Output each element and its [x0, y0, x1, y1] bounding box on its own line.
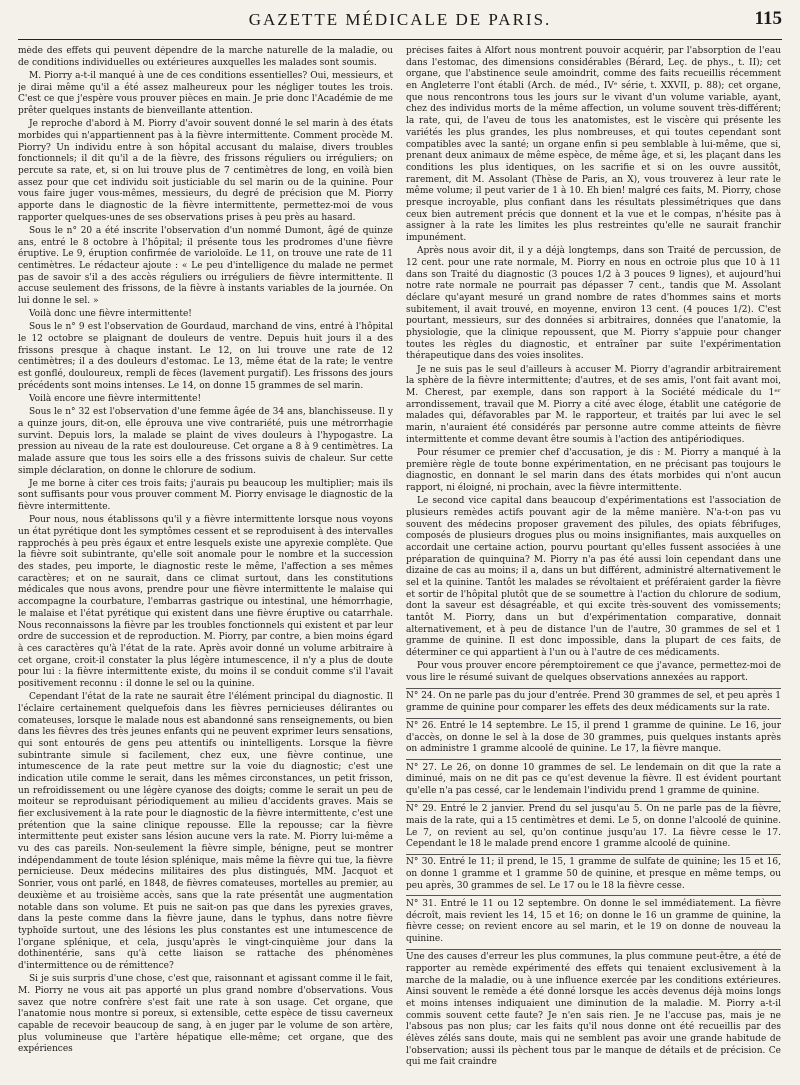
paragraph: Cependant l'état de la rate ne saurait être l'élément principal du diagnostic. Il l'éclaire certainement quelquefois dans les fièvres pernicieuses délirantes ou comateuses, lorsque le malade nous est abandonné sans renseignements, ou bien dans les fièvres des très jeunes enfants qui ne peuvent exprimer leurs sensations, qui sont entourés de gens peu attentifs ou inintelligents. Lorsque la fièvre subintrante simule si facilement, chez eux, une fièvre continue, une intumescence de la rate peut mettre sur la voie du diagnostic; c'est une indication utile comme le serait, dans les mêmes circonstances, un petit frisson, un refroidissement ou une légère cyanose des doigts; comme le serait un peu de moiteur se reproduisant périodiquement au milieu d'accidents graves. Mais se fier exclusivement à la rate pour le diagnostic de la fièvre intermittente, c'est une prétention que la saine clinique repousse. Elle la repousse; car la fièvre intermittente peut exister sans lésion aucune vers la rate. M. Piorry lui-même a vu des cas pareils. Non-seulement la fièvre simple, bénigne, peut se montrer indépendamment de toute lésion splénique, mais même la fièvre qui tue, la fièvre pernicieuse. Deux médecins militaires des plus distingués, MM. Jacquot et Sonrier, vous ont parlé, en 1848, de fièvres comateuses, mortelles au premier, au deuxième et au troisième accès, sans que la rate présentât une augmentation notable dans son volume. Et puis ne sait-on pas que dans les pyrexies graves, dans la peste comme dans la fièvre jaune, dans le typhus, dans notre fièvre typhoïde surtout, une des lésions les plus constantes est une intumescence de l'organe splénique, et cela, jusqu'après le vingt-cinquième jour dans la dothinentérie, sans qu'à cette liaison se rattache des phénomènes d'intermittence ou de rémittence? — [18, 692, 393, 971]
paragraph: Sous le n° 20 a été inscrite l'observation d'un nommé Dumont, âgé de quinze ans, entré le 8 octobre à l'hôpital; il présente tous les prodromes d'une fièvre éruptive. Le 9, éruption confirmée de varioloïde. Le 11, on trouve une rate de 11 centimètres. Le rédacteur ajoute : « Le peu d'intelligence du malade ne permet pas de savoir s'il a des accès réguliers ou irréguliers de fièvre intermittente. Il accuse seulement des frissons, de la fièvre à instants variables de la journée. On lui donne le sel. » — [18, 225, 393, 306]
observation-entry: N° 24. On ne parle pas du jour d'entrée. Prend 30 grammes de sel, et peu après 1 gramme de quinine pour comparer les effets des deux médicaments sur la rate. — [406, 688, 781, 715]
paragraph: Pour vous prouver encore péremptoirement ce que j'avance, permettez-moi de vous lire le résumé suivant de quelques observations annexées au rapport. — [406, 661, 781, 683]
header-rule — [18, 39, 782, 40]
paragraph: M. Piorry a-t-il manqué à une de ces conditions essentielles? Oui, messieurs, et je dirai même qu'il a été assez malheureux pour les négliger toutes les trois. C'est ce que j'espère vous prouver pièces en main. Je prie donc l'Académie de me prêter quelques instants de bienveillante attention. — [18, 70, 393, 116]
paragraph: Voilà donc une fièvre intermittente! — [29, 309, 192, 320]
page-number: 115 — [754, 8, 782, 29]
observation-entry: N° 29. Entré le 2 janvier. Prend du sel jusqu'au 5. On ne parle pas de la fièvre, mais de la rate, qui a 15 centimètres et demi. Le 5, on donne l'alcoolé de quinine. Le 7, on revient au sel, qu'on continue jusqu'au 17. La fièvre cesse le 17. Cependant le 18 le malade prend encore 1 gramme alcoolé de quinine. — [406, 801, 781, 851]
paragraph: Pour nous, nous établissons qu'il y a fièvre intermittente lorsque nous voyons un état pyrétique dont les symptômes cessent et se reproduisent à des intervalles rapprochés à peu près égaux et entre lesquels existe une apyrexie complète. Que la fièvre soit subintrante, qu'elle soit anomale pour le nombre et la succession des stades, peu importe, le diagnostic reste le même, l'affection a ses mêmes caractères; et on ne saurait, dans ce climat surtout, dans les constitutions médicales que nous avons, prendre pour une fièvre intermittente le malaise qui accompagne la courbature, l'embarras gastrique ou intestinal, une hémorrhagie, le malaise et l'état pyrétique qui existent dans une fièvre éruptive ou catarrhale. Nous reconnaissons la fièvre par les troubles fonctionnels qui existent et par leur ordre de succession et de reproduction. M. Piorry, par contre, a bien moins égard à ces caractères qu'à l'état de la rate. Après avoir donné un volume arbitraire à cet organe, croit-il constater la plus légère intumescence, il n'y a plus de doute pour lui : la fièvre intermittente existe, du moins il se conduit comme s'il l'avait positivement reconnu : il donne le sel ou la quinine. — [18, 515, 393, 689]
paragraph: Sous le n° 9 est l'observation de Gourdaud, marchand de vins, entré à l'hôpital le 12 octobre se plaignant de douleurs de ventre. Depuis huit jours il a des frissons presque à chaque instant. Le 12, on lui trouve une rate de 12 centimètres; il a des douleurs d'estomac. Le 13, même état de la rate; le ventre est gonflé, douloureux, rempli de fèces (lavement purgatif). Les frissons des jours précédents sont moins intenses. Le 14, on donne 15 grammes de sel marin. — [18, 322, 393, 391]
paragraph: Je ne suis pas le seul d'ailleurs à accuser M. Piorry d'agrandir arbitrairement la sphère de la fièvre intermittente; d'autres, et de ses amis, l'ont fait avant moi, M. Cherest, par exemple, dans son rapport à la Société médicale du 1ᵉʳ arrondissement, travail que M. Piorry a cité avec éloge, établit une catégorie de malades qui, défavorables par M. le rapporteur, et traités par lui avec le sel marin, n'auraient été considérés par personne autre comme atteints de fièvre intermittente et comme devant être soumis à l'action des antipériodiques. — [406, 364, 781, 445]
paragraph: mède des effets qui peuvent dépendre de la marche naturelle de la maladie, ou de conditions individuelles ou extérieures auxquelles les malades sont soumis. — [18, 46, 393, 68]
paragraph: Après nous avoir dit, il y a déjà longtemps, dans son Traité de percussion, de 12 cent. pour une rate normale, M. Piorry en nous en octroie plus que 10 à 11 dans son Traité du diagnostic (3 pouces 1/2 à 3 pouces 9 lignes), et aujourd'hui notre rate normale ne pourrait pas dépasser 7 cent., tandis que M. Assolant déclare qu'ayant mesuré un grand nombre de rates d'hommes sains et morts subitement, il avait trouvé, en moyenne, environ 13 cent. (4 pouces 1/2). C'est pourtant, messieurs, sur des données si arbitraires, données que l'anatomie, la physiologie, que la clinique repoussent, que M. Piorry s'appuie pour changer toutes les règles du diagnostic, et entraîner par suite l'expérimentation thérapeutique dans des voies insolites. — [406, 246, 781, 362]
paragraph: Voilà encore une fièvre intermittente! — [29, 393, 202, 404]
right-column — [406, 46, 781, 1082]
paragraph: Je me borne à citer ces trois faits; j'aurais pu beaucoup les multiplier; mais ils sont suffisants pour vous prouver comment M. Piorry envisage le diagnostic de la fièvre intermittente. — [18, 478, 393, 513]
paragraph: Le second vice capital dans beaucoup d'expérimentations est l'association de plusieurs remèdes actifs pouvant agir de la même manière. N'a-t-on pas vu souvent des médecins proposer gravement des pilules, des opiats fébrifuges, composés de plusieurs drogues plus ou moins insignifiantes, mais auxquelles on accordait une certaine action, pourvu pourtant qu'elles fussent associées à une préparation de quinquina? M. Piorry n'a pas été aussi loin cependant dans une dizaine de cas au moins; il a, dans un but différent, administré alternativement le sel et la quinine. Tantôt les malades se révoltaient et préféraient garder la fièvre et sortir de l'hôpital plutôt que de se soumettre à l'action du chlorure de sodium, dont la saveur est désagréable, et qui excite très-souvent des vomissements; tantôt M. Piorry, dans un but d'expérimentation comparative, donnait alternativement, et à peu de distance l'un de l'autre, 30 grammes de sel et 1 gramme de quinine. Il est donc impossible, dans la plupart de ces faits, de déterminer ce qui appartient à l'un ou à l'autre de ces médicaments. — [406, 496, 781, 659]
page-header — [18, 8, 782, 36]
observation-entry: N° 27. Le 26, on donne 10 grammes de sel. Le lendemain on dit que la rate a diminué, mais on ne dit pas ce qu'est devenue la fièvre. Il est évident pourtant qu'elle n'a pas cessé, car le lendemain l'individu prend 1 gramme de quinine. — [406, 759, 781, 798]
observation-entry: N° 26. Entré le 14 septembre. Le 15, il prend 1 gramme de quinine. Le 16, jour d'accès, on donne le sel à la dose de 30 grammes, puis quelques instants après on administre 1 gramme alcoolé de quinine. Le 17, la fièvre manque. — [406, 718, 781, 757]
observation-entry: N° 30. Entré le 11; il prend, le 15, 1 gramme de sulfate de quinine; les 15 et 16, on donne 1 gramme et 1 gramme 50 de quinine, et presque en même temps, ou peu après, 30 grammes de sel. Le 17 ou le 18 la fièvre cesse. — [406, 854, 781, 893]
paragraph: Sous le n° 32 est l'observation d'une femme âgée de 34 ans, blanchisseuse. Il y a quinze jours, dit-on, elle éprouva une vive contrariété, puis une métrorrhagie survint. Depuis lors, la malade se plaint de vives douleurs à l'hypogastre. La pression au niveau de la rate est douloureuse. Cet organe a 8 à 9 centimètres. La malade assure que tous les soirs elle a des frissons suivis de chaleur. Sur cette simple déclaration, on donne le chlorure de sodium. — [18, 407, 393, 476]
paragraph: Une des causes d'erreur les plus communes, la plus commune peut-être, a été de rapporter au remède expérimenté des effets qui tenaient exclusivement à la marche de la maladie, ou à une influence exercée par les conditions extérieures. Ainsi souvent le remède a été donné lorsque les accès devenus déjà moins longs et moins intenses indiquaient une diminution de la maladie. M. Piorry a-t-il commis souvent cette faute? Je n'en sais rien. Je ne l'accuse pas, mais je ne l'absous pas non plus; car les faits qu'il nous donne ont été recueillis par des élèves zélés sans doute, mais qui ne semblent pas avoir une grande habitude de l'observation; aussi ils pèchent tous par le manque de détails et de précision. Ce qui me fait craindre — [406, 949, 781, 1069]
paragraph: Si je suis surpris d'une chose, c'est que, raisonnant et agissant comme il le fait, M. Piorry ne vous ait pas apporté un plus grand nombre d'observations. Vous savez que notre confrère s'est fait une rate à son usage. Cet organe, que l'anatomie nous montre si poreux, si extensible, cette espèce de tissu caverneux capable de recevoir beaucoup de sang, à en juger par le volume de son artère, plus volumineuse que l'artère hépatique elle-même; cet organe, que des expériences — [18, 974, 393, 1055]
paragraph: Je reproche d'abord à M. Piorry d'avoir souvent donné le sel marin à des états morbides qui n'appartiennent pas à la fièvre intermittente. Comment procède M. Piorry? Un individu entre à son hôpital accusant du malaise, divers troubles fonctionnels; il dit qu'il a de la fièvre, des frissons réguliers ou irréguliers; on percute sa rate, et, si on lui trouve plus de 7 centimètres de long, en voilà bien assez pour que cet individu soit justiciable du sel marin ou de la quinine. Pour vous faire juger vous-mêmes, messieurs, du degré de précision que M. Piorry apporte dans le diagnostic de la fièvre intermittente, permettez-moi de vous rapporter quelques-unes de ses observations prises à peu près au hasard. — [18, 119, 393, 223]
paragraph: Pour résumer ce premier chef d'accusation, je dis : M. Piorry a manqué à la première règle de toute bonne expérimentation, en ne précisant pas toujours le diagnostic, en donnant le sel marin dans des états morbides qui n'ont aucun rapport, ni éloigné, ni prochain, avec la fièvre intermittente. — [406, 447, 781, 493]
paragraph: précises faites à Alfort nous montrent pouvoir acquérir, par l'absorption de l'eau dans l'estomac, des dimensions considérables (Bérard, Leç. de phys., t. II); cet organe, que l'abstinence seule amoindrit, comme des faits recueillis récemment en Angleterre l'ont établi (Arch. de méd., IVᵉ série, t. XXVII, p. 88); cet organe, que nous rencontrons tous les jours sur le vivant d'un volume variable, ayant, chez des individus morts de la même affection, un volume souvent très-différent; la rate, qui, de l'aveu de tous les anatomistes, est le viscère qui présente les variétés les plus grandes, les plus nombreuses, et qui toutes cependant sont compatibles avec la santé; un organe enfin si peu semblable à lui-même, que si, prenant deux animaux de même espèce, de même âge, et si, les plaçant dans les conditions les plus identiques, on les sacrifie et si on les ouvre aussitôt, rarement, dit M. Assolant (Thèse de Paris, an X), vous trouverez à leur rate le même volume; il peut varier de 1 à 10. Eh bien! malgré ces faits, M. Piorry, chose presque incroyable, plus confiant dans les résultats plessimétriques que dans ceux bien autrement précis que donnent et la vue et le compas, n'hésite pas à assigner à la rate les limites les plus restreintes qu'elle ne saurait franchir impunément. — [406, 46, 781, 243]
observation-entry: N° 31. Entré le 11 ou 12 septembre. On donne le sel immédiatement. La fièvre décroît, mais revient les 14, 15 et 16; on donne le 16 un gramme de quinine, la fièvre cesse; on revient encore au sel marin, et le 19 on donne de nouveau la quinine. — [406, 895, 781, 945]
left-column — [18, 46, 393, 1082]
running-head: GAZETTE MÉDICALE DE PARIS. — [248, 10, 552, 29]
